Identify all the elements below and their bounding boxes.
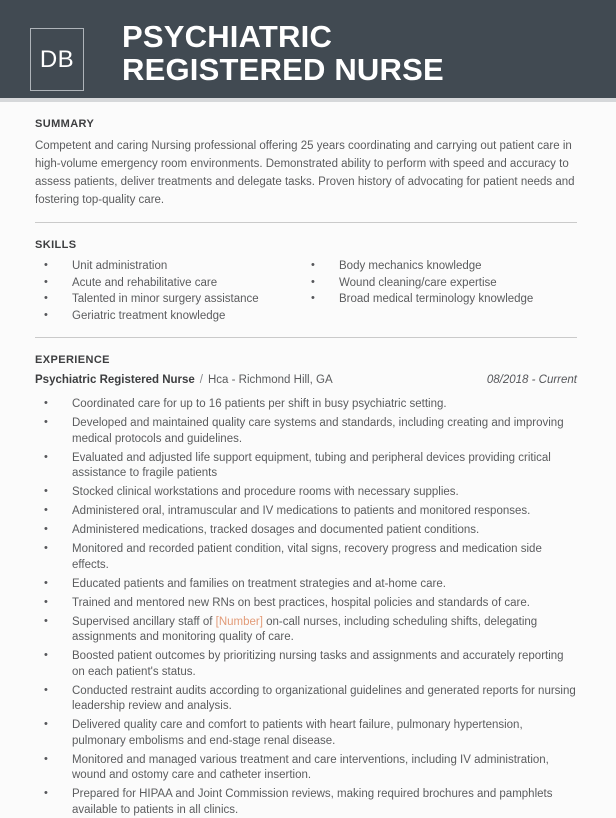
company-location: Hca - Richmond Hill, GA bbox=[208, 374, 333, 386]
experience-bullet: • Monitored and recorded patient condition, vital signs, recovery progress and medication side effects. bbox=[35, 542, 577, 573]
experience-bullet: • Monitored and managed various treatment and care interventions, including IV administration, wound and ostomy care and catheter insertion. bbox=[35, 753, 577, 784]
experience-bullet: • Evaluated and adjusted life support equipment, tubing and peripheral devices providing critical assistance to fragile patients bbox=[35, 451, 577, 482]
experience-bullet bbox=[35, 615, 577, 646]
skill-item: • Broad medical terminology knowledge bbox=[302, 291, 577, 308]
experience-bullet-list bbox=[35, 397, 577, 818]
summary-paragraph: Competent and caring Nursing professional offering 25 years coordinating and carrying out patient care in high-volume emergency room environments. Demonstrated ability to perform with speed and accuracy to assess patients, deliver treatments and delegate tasks. Proven history of advocating for patient needs and fostering top-quality care. bbox=[35, 140, 575, 206]
skills-list-left bbox=[35, 258, 302, 324]
section-divider bbox=[35, 222, 577, 223]
title-line-1: PSYCHIATRIC bbox=[122, 19, 333, 54]
resume-title bbox=[122, 20, 444, 86]
job-title: Psychiatric Registered Nurse bbox=[35, 374, 195, 386]
skills-heading: SKILLS bbox=[35, 239, 77, 251]
experience-section bbox=[35, 354, 577, 818]
skills-section bbox=[35, 239, 577, 324]
title-line-2: REGISTERED NURSE bbox=[122, 52, 444, 87]
experience-bullet: • Prepared for HIPAA and Joint Commission reviews, making required brochures and pamphlets available to patients in all clinics. bbox=[35, 787, 577, 818]
resume-body bbox=[0, 102, 616, 818]
experience-bullet: • Coordinated care for up to 16 patients per shift in busy psychiatric setting. bbox=[35, 397, 577, 413]
summary-section bbox=[35, 118, 577, 209]
experience-bullet: • Stocked clinical workstations and procedure rooms with necessary supplies. bbox=[35, 485, 577, 501]
experience-bullet: • Delivered quality care and comfort to patients with heart failure, pulmonary hypertension, pulmonary embolisms and end-stage renal disease. bbox=[35, 718, 577, 749]
monogram-box bbox=[30, 28, 84, 91]
skills-list-right bbox=[302, 258, 577, 324]
experience-heading: EXPERIENCE bbox=[35, 354, 110, 366]
job-header-row bbox=[35, 374, 577, 386]
section-divider bbox=[35, 337, 577, 338]
skills-columns bbox=[35, 258, 577, 324]
experience-bullet: • Educated patients and families on treatment strategies and at-home care. bbox=[35, 577, 577, 593]
skill-item: • Geriatric treatment knowledge bbox=[35, 308, 302, 325]
experience-bullet: • Conducted restraint audits according to organizational guidelines and generated reports for nursing leadership review and analysis. bbox=[35, 684, 577, 715]
experience-bullet: • Trained and mentored new RNs on best practices, hospital policies and standards of care. bbox=[35, 596, 577, 612]
job-separator: / bbox=[199, 374, 203, 386]
bullet-text-pre: Supervised ancillary staff of bbox=[72, 615, 216, 628]
experience-bullet: • Administered medications, tracked dosages and documented patient conditions. bbox=[35, 523, 577, 539]
bullet-text-post: on-call nurses, including scheduling shifts, delegating assignments and monitoring quality of care. bbox=[72, 615, 538, 643]
resume-header bbox=[0, 0, 616, 98]
skill-item: • Unit administration bbox=[35, 258, 302, 275]
skill-item: • Wound cleaning/care expertise bbox=[302, 275, 577, 292]
experience-bullet: • Developed and maintained quality care systems and standards, including creating and improving medical protocols and guidelines. bbox=[35, 416, 577, 447]
job-title-line bbox=[35, 374, 333, 386]
skill-item: • Body mechanics knowledge bbox=[302, 258, 577, 275]
summary-heading: SUMMARY bbox=[35, 118, 95, 130]
experience-bullet: • Boosted patient outcomes by prioritizing nursing tasks and assignments and accurately reporting on each patient's status. bbox=[35, 649, 577, 680]
skill-item: • Acute and rehabilitative care bbox=[35, 275, 302, 292]
date-range: 08/2018 - Current bbox=[486, 374, 577, 386]
skill-item: • Talented in minor surgery assistance bbox=[35, 291, 302, 308]
number-placeholder: [Number] bbox=[215, 615, 263, 628]
experience-bullet: • Administered oral, intramuscular and IV medications to patients and monitored responses. bbox=[35, 504, 577, 520]
monogram-initials: DB bbox=[39, 45, 75, 73]
